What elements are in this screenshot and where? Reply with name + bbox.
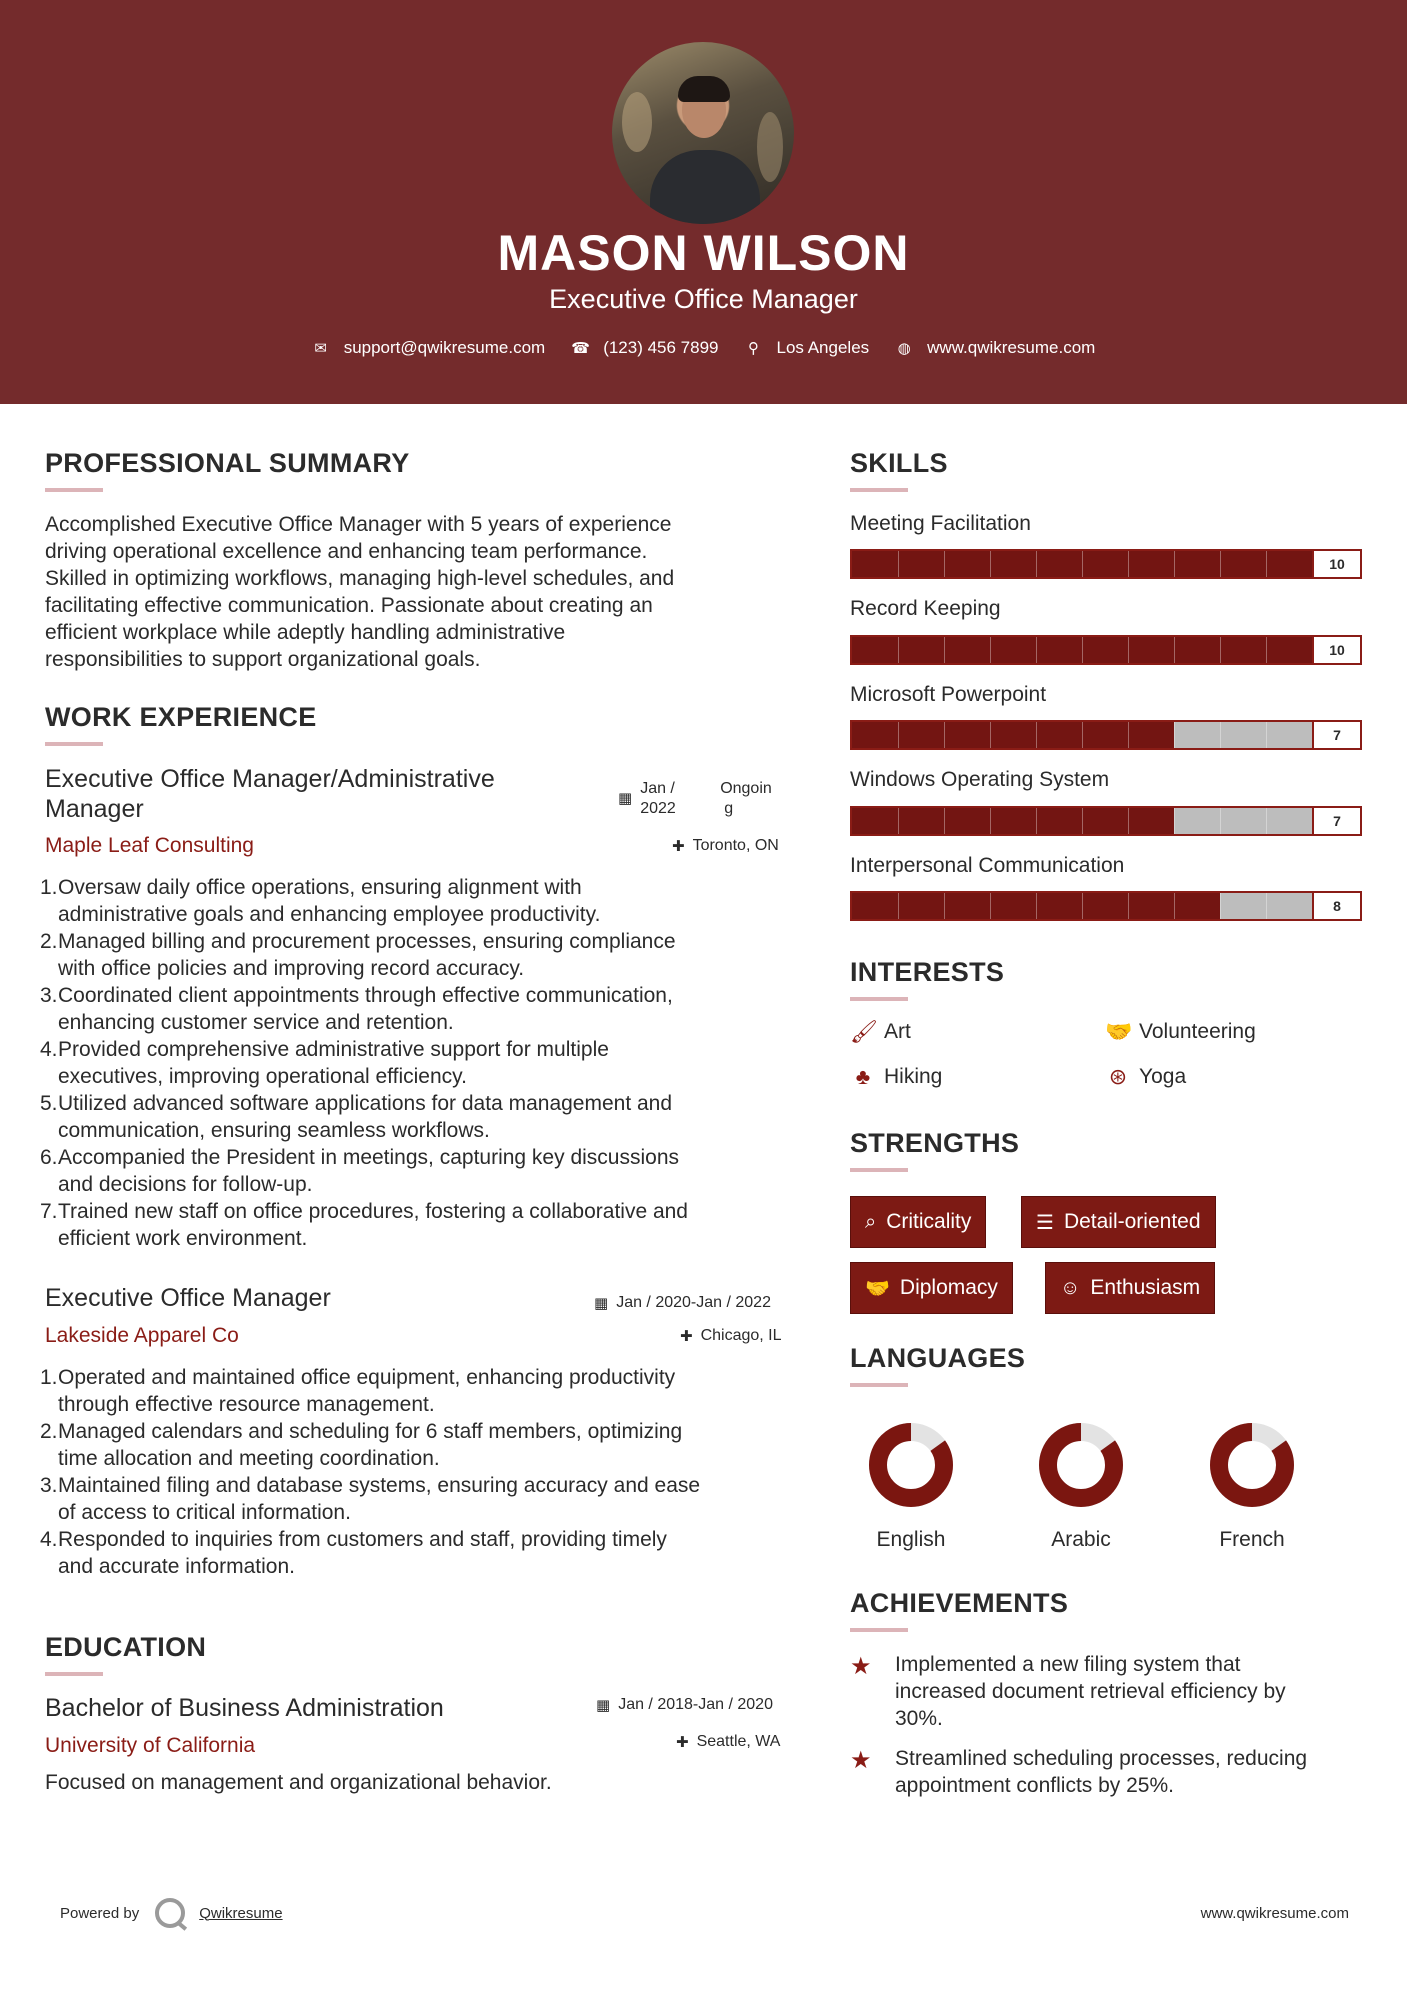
skill-segment-divider xyxy=(1082,808,1083,834)
skill-segment-divider xyxy=(1036,722,1037,748)
skill-bar-1 xyxy=(850,549,1362,579)
achievements-underline xyxy=(850,1628,908,1632)
pin-icon: ✚ xyxy=(676,1734,689,1751)
skill-segment-divider xyxy=(990,722,991,748)
skill-segment-divider xyxy=(1266,551,1267,577)
skill-segment-divider xyxy=(1036,551,1037,577)
experience-heading: WORK EXPERIENCE xyxy=(45,702,317,732)
footer-website[interactable]: www.qwikresume.com xyxy=(1200,1905,1349,1922)
strengths-heading: STRENGTHS xyxy=(850,1128,1020,1158)
contact-website[interactable] xyxy=(895,338,1095,358)
list-item: 2. Managed billing and procurement processes, ensuring compliance with office policies and improving record accuracy. xyxy=(40,930,676,980)
language-label: French xyxy=(1219,1528,1285,1551)
list-item: 7. Trained new staff on office procedures, fostering a collaborative and efficient work environment. xyxy=(40,1200,688,1250)
education-underline xyxy=(45,1672,103,1676)
handshake-icon: 🤝 xyxy=(865,1277,890,1300)
languages-underline xyxy=(850,1383,908,1387)
skills-heading: SKILLS xyxy=(850,448,948,478)
strengths-underline xyxy=(850,1168,908,1172)
skill-segment-divider xyxy=(1220,808,1221,834)
contact-phone[interactable] xyxy=(571,338,718,358)
strength-tag-diplomacy: 🤝 Diplomacy xyxy=(850,1262,1013,1314)
skill-segment-divider xyxy=(990,551,991,577)
skill-bar-4 xyxy=(850,806,1362,836)
strength-tag-criticality: ⌕ Criticality xyxy=(850,1196,986,1248)
location-text: Los Angeles xyxy=(776,338,870,357)
skill-fill xyxy=(852,722,1174,748)
summary-text: Accomplished Executive Office Manager with 5 years of experience driving operational excellence and enhancing team performance. Skilled in optimizing workflows, managing high-level schedules, and facilitating effective communication. Passionate about creating an efficient workplace while adeptly handling administrative responsibilities to support organizational goals. xyxy=(45,513,675,671)
list-item: 2. Managed calendars and scheduling for 6 staff members, optimizing time allocation and meeting coordination. xyxy=(40,1420,683,1470)
language-label: Arabic xyxy=(1051,1528,1111,1551)
language-french xyxy=(1172,1420,1332,1552)
skill-segment-divider xyxy=(1082,637,1083,663)
pin-icon: ✚ xyxy=(680,1328,693,1345)
education-location: ✚ Seattle, WA xyxy=(676,1733,781,1751)
skill-segment-divider xyxy=(1128,551,1129,577)
skill-segment-divider xyxy=(1220,722,1221,748)
phone-text: (123) 456 7899 xyxy=(603,338,719,357)
candidate-name: MASON WILSON xyxy=(497,225,910,281)
skill-segment-divider xyxy=(1128,893,1129,919)
skill-segment-divider xyxy=(1266,808,1267,834)
phone-icon: ☎ xyxy=(571,340,590,357)
education-date: ▦ Jan / 2018-Jan / 2020 xyxy=(596,1696,773,1714)
interests-heading: INTERESTS xyxy=(850,957,1005,987)
experience-underline xyxy=(45,742,103,746)
skill-segment-divider xyxy=(944,637,945,663)
profile-photo xyxy=(612,42,794,224)
skill-segment-divider xyxy=(1266,893,1267,919)
globe-icon: ◍ xyxy=(897,340,911,357)
list-item: 5. Utilized advanced software applications for data management and communication, ensuring seamless workflows. xyxy=(40,1092,673,1142)
job-location-1: ✚ Toronto, ON xyxy=(672,837,779,855)
job-title-1: Executive Office Manager/Administrative Manager xyxy=(45,765,495,823)
skill-segment-divider xyxy=(1036,637,1037,663)
list-item: 6. Accompanied the President in meetings, capturing key discussions and decisions for follow-up. xyxy=(40,1146,679,1196)
search-icon: ⌕ xyxy=(865,1210,877,1233)
envelope-icon: ✉ xyxy=(314,340,327,357)
skill-segment-divider xyxy=(990,808,991,834)
skill-bar-3 xyxy=(850,720,1362,750)
language-label: English xyxy=(876,1528,946,1551)
skill-segment-divider xyxy=(1036,808,1037,834)
contact-email[interactable] xyxy=(312,338,546,358)
skill-segment-divider xyxy=(898,808,899,834)
summary-underline xyxy=(45,488,103,492)
skill-segment-divider xyxy=(1082,722,1083,748)
skill-segment-divider xyxy=(898,893,899,919)
skills-underline xyxy=(850,488,908,492)
skill-label-4: Windows Operating System xyxy=(850,768,1110,791)
job-company-1: Maple Leaf Consulting xyxy=(45,834,254,857)
skill-bar-2 xyxy=(850,635,1362,665)
strength-tag-detail-oriented: ☰ Detail-oriented xyxy=(1021,1196,1216,1248)
skill-score: 7 xyxy=(1312,722,1360,748)
skill-segment-divider xyxy=(1174,893,1175,919)
powered-by-text: Powered by xyxy=(60,1904,140,1922)
skill-score: 10 xyxy=(1312,551,1360,577)
map-pin-icon: ⚲ xyxy=(748,340,760,357)
skill-segment-divider xyxy=(898,637,899,663)
achievement-2: ★ Streamlined scheduling processes, reducing appointment conflicts by 25%. xyxy=(850,1747,1308,1797)
job-company-2: Lakeside Apparel Co xyxy=(45,1324,239,1347)
job-bullets-1 xyxy=(40,874,790,1252)
resume-header xyxy=(0,0,1407,404)
skill-score: 7 xyxy=(1312,808,1360,834)
skill-segment-divider xyxy=(1220,551,1221,577)
list-item: 3. Coordinated client appointments through effective communication, enhancing customer service and retention. xyxy=(40,984,673,1034)
skill-segment-divider xyxy=(1036,893,1037,919)
language-arabic xyxy=(1001,1420,1161,1552)
skill-score: 10 xyxy=(1312,637,1360,663)
list-item: 1. Oversaw daily office operations, ensuring alignment with administrative goals and enhancing employee productivity. xyxy=(40,876,601,926)
language-english xyxy=(831,1420,991,1552)
skill-segment-divider xyxy=(944,551,945,577)
skill-segment-divider xyxy=(990,637,991,663)
skill-segment-divider xyxy=(898,722,899,748)
contact-bar xyxy=(0,338,1407,358)
star-icon: ★ xyxy=(850,1653,872,1680)
list-item: 3. Maintained filing and database systems, ensuring accuracy and ease of access to critical information. xyxy=(40,1474,701,1524)
languages-heading: LANGUAGES xyxy=(850,1343,1026,1373)
star-icon: ★ xyxy=(850,1747,872,1774)
smile-icon: ☺ xyxy=(1060,1276,1081,1299)
skill-segment-divider xyxy=(944,893,945,919)
skill-segment-divider xyxy=(898,551,899,577)
achievements-heading: ACHIEVEMENTS xyxy=(850,1588,1069,1618)
degree-title: Bachelor of Business Administration xyxy=(45,1694,444,1722)
interest-volunteering: 🤝 Volunteering xyxy=(1105,1019,1256,1044)
skill-fill xyxy=(852,808,1174,834)
qwikresume-logo-icon xyxy=(155,1898,185,1928)
interest-yoga: ⊛ Yoga xyxy=(1105,1064,1186,1090)
language-donut xyxy=(1036,1420,1126,1510)
skill-segment-divider xyxy=(1128,722,1129,748)
skill-segment-divider xyxy=(1082,551,1083,577)
education-heading: EDUCATION xyxy=(45,1632,207,1662)
skill-segment-divider xyxy=(1220,893,1221,919)
language-donut xyxy=(1207,1420,1297,1510)
skill-segment-divider xyxy=(944,722,945,748)
job-date-1: ▦ Jan / 2022 Ongoin g xyxy=(618,780,772,817)
pin-icon: ✚ xyxy=(672,838,685,855)
strength-tag-enthusiasm: ☺ Enthusiasm xyxy=(1045,1262,1215,1314)
calendar-icon: ▦ xyxy=(618,790,633,807)
email-text: support@qwikresume.com xyxy=(343,338,546,357)
list-icon: ☰ xyxy=(1036,1211,1054,1234)
interests-underline xyxy=(850,997,908,1001)
skill-score: 8 xyxy=(1312,893,1360,919)
skill-segment-divider xyxy=(1266,722,1267,748)
job-title-2: Executive Office Manager xyxy=(45,1284,331,1312)
job-location-2: ✚ Chicago, IL xyxy=(680,1327,782,1345)
paintbrush-icon: 🖌 xyxy=(850,1019,878,1044)
skill-segment-divider xyxy=(1174,637,1175,663)
interest-hiking: ♣ Hiking xyxy=(850,1064,942,1090)
skill-bar-5 xyxy=(850,891,1362,921)
language-donut xyxy=(866,1420,956,1510)
website-text: www.qwikresume.com xyxy=(927,338,1096,357)
achievement-1: ★ Implemented a new filing system that increased document retrieval efficiency by 30%. xyxy=(850,1653,1286,1730)
skill-segment-divider xyxy=(1128,808,1129,834)
list-item: 1. Operated and maintained office equipment, enhancing productivity through effective resource management. xyxy=(40,1366,676,1416)
job-date-2: ▦ Jan / 2020-Jan / 2022 xyxy=(594,1294,771,1312)
school-name: University of California xyxy=(45,1734,256,1757)
skill-segment-divider xyxy=(1174,551,1175,577)
lifering-icon: ⊛ xyxy=(1108,1064,1128,1089)
skill-segment-divider xyxy=(1220,637,1221,663)
handshake-icon: 🤝 xyxy=(1105,1019,1133,1044)
tree-icon: ♣ xyxy=(855,1064,871,1089)
skill-segment-divider xyxy=(1082,893,1083,919)
calendar-icon: ▦ xyxy=(596,1697,611,1714)
education-description: Focused on management and organizational behavior. xyxy=(45,1771,552,1794)
skill-segment-divider xyxy=(1266,637,1267,663)
summary-heading: PROFESSIONAL SUMMARY xyxy=(45,448,410,478)
skill-label-1: Meeting Facilitation xyxy=(850,512,1031,535)
list-item: 4. Responded to inquiries from customers and staff, providing timely and accurate information. xyxy=(40,1528,667,1578)
skill-label-2: Record Keeping xyxy=(850,597,1001,620)
list-item: 4. Provided comprehensive administrative support for multiple executives, improving operational efficiency. xyxy=(40,1038,609,1088)
job-bullets-2 xyxy=(40,1364,790,1580)
candidate-title: Executive Office Manager xyxy=(549,284,858,314)
contact-location xyxy=(745,338,870,358)
footer-powered-by xyxy=(60,1898,283,1928)
skill-label-3: Microsoft Powerpoint xyxy=(850,683,1047,706)
skill-segment-divider xyxy=(944,808,945,834)
skill-segment-divider xyxy=(1174,808,1175,834)
calendar-icon: ▦ xyxy=(594,1295,609,1312)
skill-label-5: Interpersonal Communication xyxy=(850,854,1125,877)
skill-segment-divider xyxy=(990,893,991,919)
interest-art: 🖌 Art xyxy=(850,1019,911,1044)
skill-segment-divider xyxy=(1128,637,1129,663)
qwikresume-link[interactable]: Qwikresume xyxy=(199,1904,283,1922)
skill-segment-divider xyxy=(1174,722,1175,748)
